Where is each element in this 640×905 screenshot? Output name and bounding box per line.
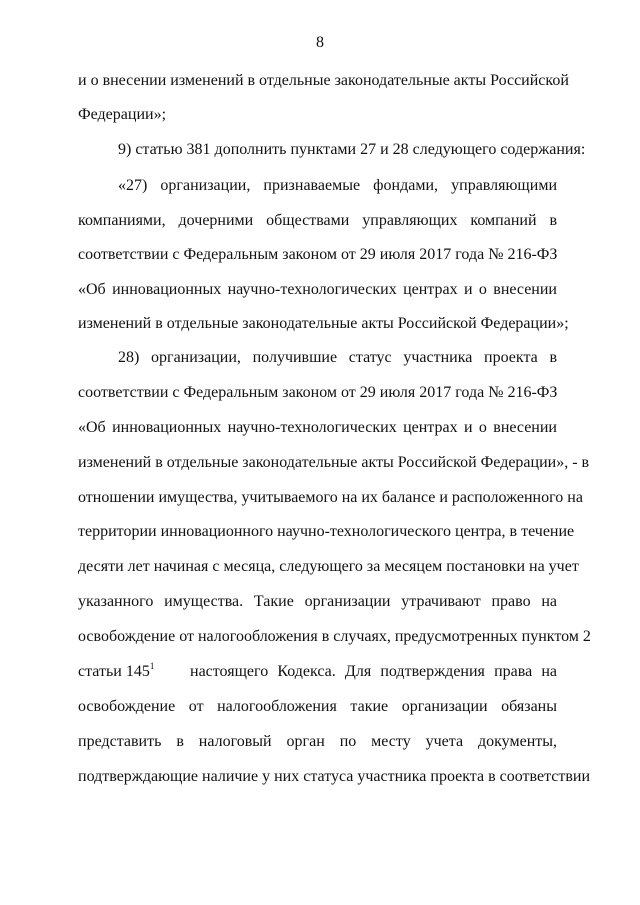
- text-line: изменений в отдельные законодательные акты Российской Федерации»;: [78, 315, 569, 332]
- text-line: компаниями, дочерними обществами управляющих компаний в: [78, 212, 557, 229]
- text-line: «27) организации, признаваемые фондами, управляющими: [118, 177, 557, 194]
- text-line: Федерации»;: [78, 106, 167, 123]
- page-number: 8: [316, 34, 324, 51]
- text-line: настоящего Кодекса. Для подтверждения права на: [190, 663, 557, 680]
- text-line: соответствии с Федеральным законом от 29 июля 2017 года № 216-ФЗ: [78, 384, 558, 401]
- statute-reference: [78, 662, 182, 682]
- text-line: территории инновационного научно-технологического центра, в течение: [78, 523, 575, 540]
- statute-superscript: 1: [149, 661, 155, 671]
- text-line: указанного имущества. Такие организации утрачивают право на: [78, 593, 557, 610]
- text-line: 9) статью 381 дополнить пунктами 27 и 28 следующего содержания:: [118, 141, 586, 158]
- text-line: десяти лет начиная с месяца, следующего за месяцем постановки на учет: [78, 558, 579, 575]
- text-line: освобождение от налогообложения в случаях, предусмотренных пунктом 2: [78, 628, 591, 645]
- text-line: «Об инновационных научно-технологических центрах и о внесении: [78, 281, 557, 298]
- text-line: и о внесении изменений в отдельные законодательные акты Российской: [78, 72, 569, 89]
- text-line: освобождение от налогообложения такие организации обязаны: [78, 698, 557, 715]
- text-line: 28) организации, получившие статус участника проекта в: [118, 349, 557, 366]
- text-line: соответствии с Федеральным законом от 29 июля 2017 года № 216-ФЗ: [78, 246, 558, 263]
- text-line: представить в налоговый орган по месту учета документы,: [78, 733, 557, 750]
- statute-reference-text: статьи 145: [78, 663, 150, 680]
- text-line: «Об инновационных научно-технологических центрах и о внесении: [78, 419, 557, 436]
- text-line: подтверждающие наличие у них статуса участника проекта в соответствии: [78, 768, 591, 785]
- text-line: изменений в отдельные законодательные акты Российской Федерации», - в: [78, 454, 590, 471]
- text-line: отношении имущества, учитываемого на их балансе и расположенного на: [78, 489, 583, 506]
